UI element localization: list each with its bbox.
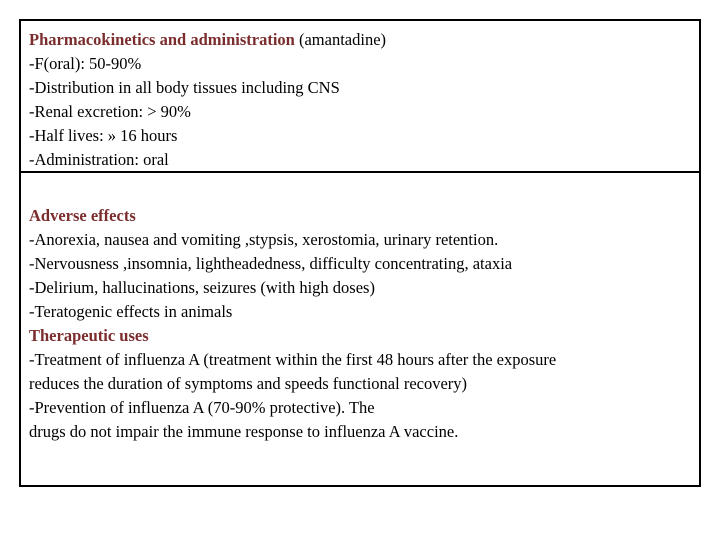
therapeutic-use-line: -Treatment of influenza A (treatment within the first 48 hours after the exposure bbox=[29, 350, 557, 369]
pk-line-administration: -Administration: oral bbox=[29, 150, 169, 169]
pk-line-half-life: -Half lives: » 16 hours bbox=[29, 126, 178, 145]
drug-name-note: (amantadine) bbox=[294, 30, 387, 49]
adverse-effect-line: -Teratogenic effects in animals bbox=[29, 302, 233, 321]
adverse-effects-heading: Adverse effects bbox=[29, 206, 136, 225]
pharmacokinetics-title bbox=[29, 28, 699, 52]
pk-line-bioavailability: -F(oral): 50-90% bbox=[29, 54, 142, 73]
pharmacokinetics-box bbox=[19, 19, 701, 173]
pharmacokinetics-heading: Pharmacokinetics and administration bbox=[29, 30, 295, 49]
pk-line-excretion: -Renal excretion: > 90% bbox=[29, 102, 191, 121]
effects-uses-box bbox=[19, 171, 701, 487]
therapeutic-use-line: drugs do not impair the immune response to influenza A vaccine. bbox=[29, 422, 459, 441]
therapeutic-use-line: reduces the duration of symptoms and speeds functional recovery) bbox=[29, 374, 468, 393]
adverse-effect-line: -Delirium, hallucinations, seizures (with high doses) bbox=[29, 278, 375, 297]
adverse-effect-line: -Nervousness ,insomnia, lightheadedness, difficulty concentrating, ataxia bbox=[29, 254, 513, 273]
therapeutic-use-line: -Prevention of influenza A (70-90% protective). The bbox=[29, 398, 375, 417]
therapeutic-uses-heading: Therapeutic uses bbox=[29, 326, 149, 345]
adverse-effect-line: -Anorexia, nausea and vomiting ,stypsis, xerostomia, urinary retention. bbox=[29, 230, 499, 249]
pk-line-distribution: -Distribution in all body tissues including CNS bbox=[29, 78, 340, 97]
